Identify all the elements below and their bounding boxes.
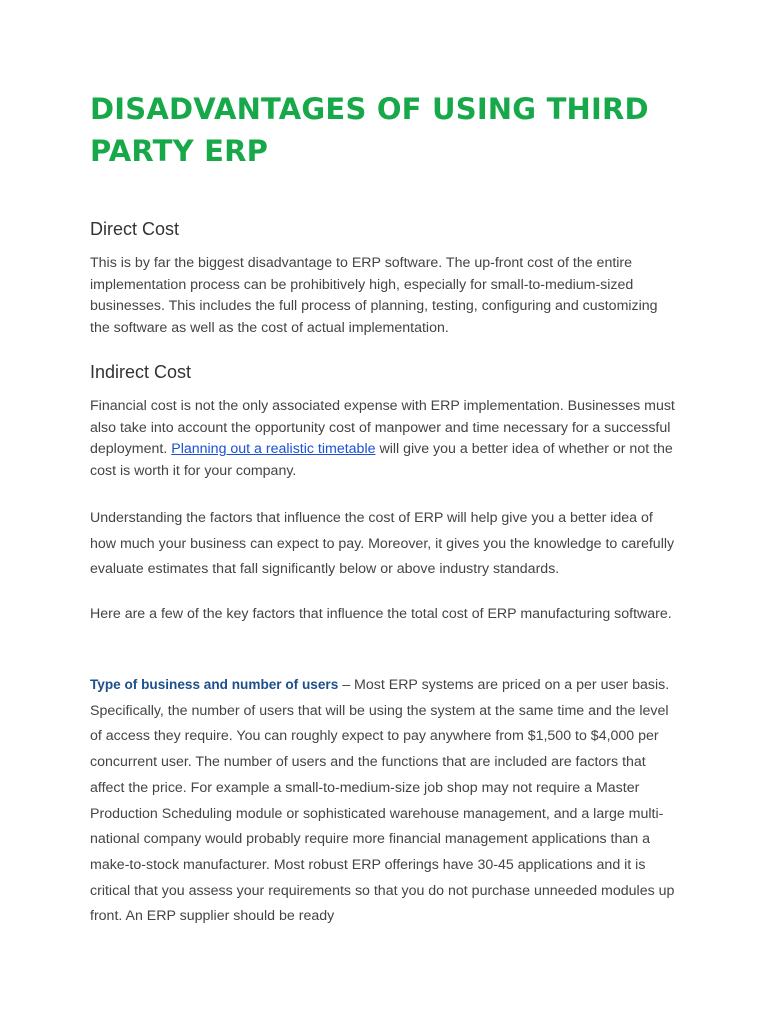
section-heading-indirect-cost: Indirect Cost [90, 362, 192, 382]
indirect-cost-text-end: will give you a better idea of whether or not the cost is worth it for your company. [90, 441, 673, 479]
cost-factors-intro-paragraph: Understanding the factors that influence the cost of ERP will help give you a better idea of how much your business can expect to pay. Moreover, it gives you the knowledge to carefully evaluate estimates that fall significantly below or above industry standards. [90, 510, 675, 578]
indirect-cost-text-start: Financial cost is not the only associated expense with ERP implementation. Businesses must also take into account the opportunity cost of manpower and time necessary for a successful deployment. [90, 398, 675, 457]
factor-description: – Most ERP systems are priced on a per user basis. Specifically, the number of users that will be using the system at the same time and the level of access they require. You can roughly expect to pay anywhere from $1,500 to $4,000 per concurrent user. The number of users and the functions that are included are factors that affect the price. For example a small-to-medium-size job shop may not require a Master Production Scheduling module or sophisticated warehouse management, and a large multi-national company would probably require more financial management applications than a make-to-stock manufacturer. Most robust ERP offerings have 30-45 applications and it is critical that you assess your requirements so that you do not purchase unneeded modules up front. An ERP supplier should be ready [90, 677, 675, 925]
key-factors-paragraph: Here are a few of the key factors that influence the total cost of ERP manufacturing software. [90, 606, 672, 622]
factor-term: Type of business and number of users [90, 677, 339, 692]
indirect-cost-paragraph [90, 396, 680, 482]
page-title: DISADVANTAGES OF USING THIRD PARTY ERP [90, 92, 649, 168]
direct-cost-paragraph: This is by far the biggest disadvantage to ERP software. The up-front cost of the entire implementation process can be prohibitively high, especially for small-to-medium-sized businesses. This includes the full process of planning, testing, configuring and customizing the software as well as the cost of actual implementation. [90, 255, 658, 336]
timetable-link[interactable]: Planning out a realistic timetable [171, 441, 376, 457]
factor-users-paragraph [90, 672, 680, 930]
section-heading-direct-cost: Direct Cost [90, 219, 180, 239]
